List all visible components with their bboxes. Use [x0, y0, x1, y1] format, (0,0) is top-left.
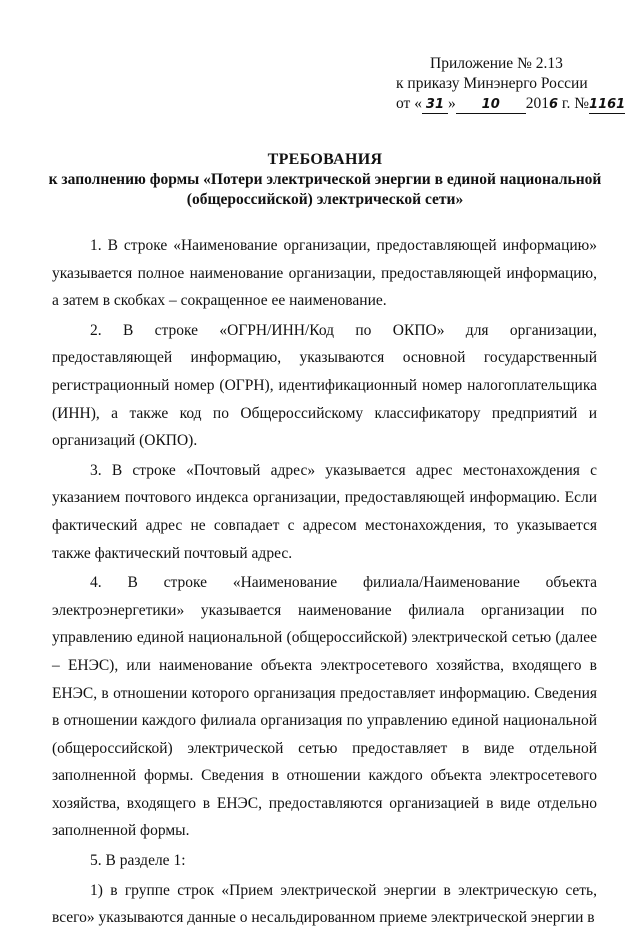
date-year-prefix: 201 — [525, 95, 549, 112]
date-day: 31 — [422, 96, 448, 114]
document-body — [52, 232, 597, 934]
appendix-order-ref: к приказу Минэнерго России — [396, 75, 588, 92]
paragraph-3: 3. В строке «Почтовый адрес» указывается адрес местонахождения с указанием почтового индекса организации, предоставляющей информацию. Если фактический адрес не совпадает с адресом местонахождения, то указывается также фактический почтовый адрес. — [52, 461, 597, 562]
appendix-number: Приложение № 2.13 — [430, 55, 563, 72]
date-prefix: от « — [396, 95, 422, 112]
appendix-header — [396, 54, 626, 115]
paragraph-2: 2. В строке «ОГРН/ИНН/Код по ОКПО» для организации, предоставляющей информацию, указываются основной государственный регистрационный номер (ОГРН), идентификационный номер налогоплательщика (ИНН), а также код по Общероссийскому классификатору предприятий и организаций (ОКПО). — [52, 321, 597, 450]
date-month: 10 — [456, 96, 526, 114]
order-number: 1161 — [589, 97, 626, 112]
date-quote: » — [447, 95, 456, 112]
paragraph-5: 5. В разделе 1: — [90, 852, 186, 870]
appendix-date-line — [396, 94, 626, 115]
paragraph-5-1: 1) в группе строк «Прием электрической энергии в электрическую сеть, всего» указываются данные о несальдированном приеме электрической энергии в — [52, 881, 597, 927]
title-heading: ТРЕБОВАНИЯ — [267, 151, 383, 168]
title-line-1: к заполнению формы «Потери электрической энергии в единой национальной — [48, 171, 602, 188]
paragraph-1: 1. В строке «Наименование организации, предоставляющей информацию» указывается полное наименование организации, предоставляющей информацию, а затем в скобках – сокращенное ее наименование. — [52, 237, 597, 310]
date-year-suffix: г. № — [558, 95, 590, 112]
title-line-2: (общероссийской) электрической сети» — [186, 191, 464, 208]
document-title — [40, 150, 610, 210]
paragraph-4: 4. В строке «Наименование филиала/Наименование объекта электроэнергетики» указывается наименование филиала организации по управлению единой национальной (общероссийской) электрической сетью (далее – ЕНЭС), или наименование объекта электросетевого хозяйства, входящего в ЕНЭС, в отношении которого организация предоставляет информацию. Сведения в отношении каждого филиала организация по управлению единой национальной (общероссийской) электрической сетью предоставляет в виде отдельной заполненной формы. Сведения в отношении каждого объекта электросетевого хозяйства, входящего в ЕНЭС, предоставляются организацией в виде отдельно заполненной формы. — [52, 574, 597, 840]
date-year-digit: 6 — [548, 97, 558, 112]
